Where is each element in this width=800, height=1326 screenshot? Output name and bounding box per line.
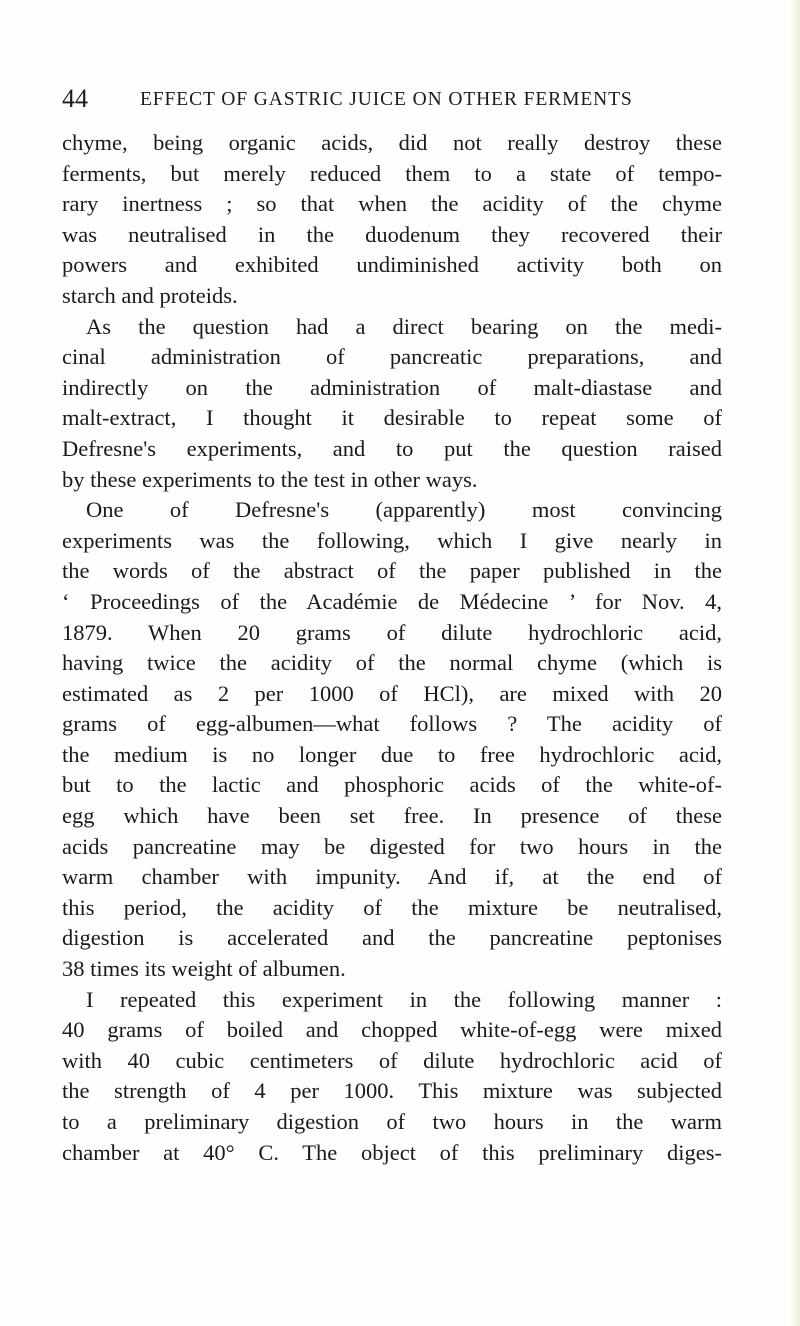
text-line: chyme, being organic acids, did not really destroy these xyxy=(62,130,722,155)
text-line: One of Defresne's (apparently) most convincing xyxy=(86,497,722,523)
text-line: digestion is accelerated and the pancreatine peptonises xyxy=(62,925,722,951)
text-line: was neutralised in the duodenum they recovered their xyxy=(62,221,722,247)
running-title: EFFECT OF GASTRIC JUICE ON OTHER FERMENTS xyxy=(140,89,633,110)
text-line: ‘ Proceedings of the Académie de Médecine ’ for Nov. 4, xyxy=(62,588,722,614)
text-line: ferments, but merely reduced them to a state of tempo- xyxy=(62,160,722,186)
text-line: 40 grams of boiled and chopped white-of-egg were mixed xyxy=(62,1017,722,1043)
text-line: rary inertness ; so that when the acidity of the chyme xyxy=(62,191,722,217)
page-number: 44 xyxy=(62,84,88,113)
text-line: but to the lactic and phosphoric acids of the white-of- xyxy=(62,772,722,798)
text-line: chamber at 40° C. The object of this preliminary diges- xyxy=(62,1139,722,1165)
text-line: acids pancreatine may be digested for two hours in the xyxy=(62,833,722,859)
text-line: powers and exhibited undiminished activity both on xyxy=(62,252,722,278)
text-line: experiments was the following, which I give nearly in xyxy=(62,527,722,553)
paragraph xyxy=(62,985,722,1169)
page-edge-shadow xyxy=(790,0,800,1326)
text-line: the medium is no longer due to free hydrochloric acid, xyxy=(62,741,722,767)
text-line: 38 times its weight of albumen. xyxy=(62,956,346,982)
paragraph xyxy=(62,312,722,496)
text-line: this period, the acidity of the mixture be neutralised, xyxy=(62,894,722,920)
text-line: grams of egg-albumen—what follows ? The acidity of xyxy=(62,711,722,737)
paragraph xyxy=(62,128,722,312)
text-line: indirectly on the administration of malt-diastase and xyxy=(62,374,722,400)
text-line: egg which have been set free. In presence of these xyxy=(62,803,722,829)
running-header xyxy=(62,84,722,114)
text-line: I repeated this experiment in the following manner : xyxy=(86,986,722,1012)
text-line: malt-extract, I thought it desirable to repeat some of xyxy=(62,405,722,431)
text-line: warm chamber with impunity. And if, at the end of xyxy=(62,864,722,890)
text-line: 1879. When 20 grams of dilute hydrochloric acid, xyxy=(62,619,722,645)
text-line: by these experiments to the test in other ways. xyxy=(62,466,478,492)
text-line: having twice the acidity of the normal chyme (which is xyxy=(62,650,722,676)
text-line: starch and proteids. xyxy=(62,282,238,308)
text-line: Defresne's experiments, and to put the question raised xyxy=(62,435,722,461)
text-line: As the question had a direct bearing on the medi- xyxy=(86,313,722,339)
paragraph xyxy=(62,495,722,985)
text-line: estimated as 2 per 1000 of HCl), are mixed with 20 xyxy=(62,680,722,706)
text-line: cinal administration of pancreatic preparations, and xyxy=(62,344,722,370)
text-line: the words of the abstract of the paper published in the xyxy=(62,558,722,584)
body-text xyxy=(62,128,722,1168)
text-line: the strength of 4 per 1000. This mixture was subjected xyxy=(62,1078,722,1104)
text-line: to a preliminary digestion of two hours in the warm xyxy=(62,1109,722,1134)
text-line: with 40 cubic centimeters of dilute hydrochloric acid of xyxy=(62,1047,722,1073)
